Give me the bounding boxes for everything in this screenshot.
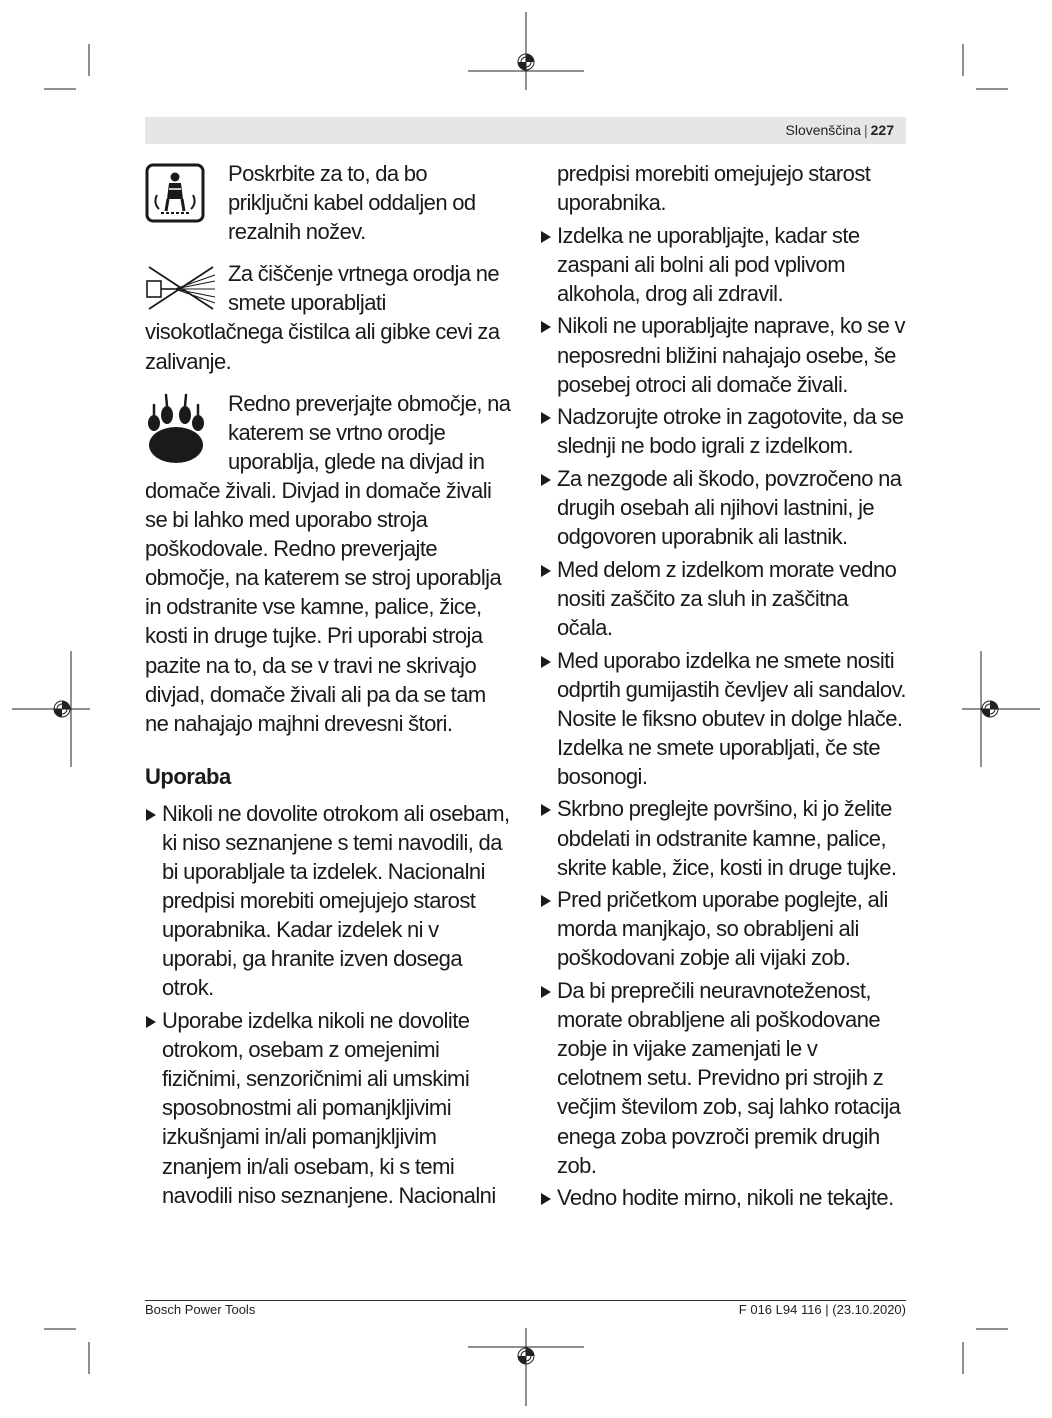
list-item-text: Da bi preprečili neuravnoteženost, morate obrabljene ali poškodovane zobje in vijake zamenjati le v celotnem setu. Previdno pri strojih z večjim številom zob, saj lahko rotacija enega zoba povzroči premik drugih zob. xyxy=(557,978,901,1178)
bullet-triangle-icon xyxy=(146,809,156,821)
no-pressure-washer-icon xyxy=(145,261,207,311)
list-item xyxy=(540,1183,906,1212)
page-header xyxy=(145,117,906,144)
list-item-text: Nikoli ne dovolite otrokom ali osebam, ki niso seznanjene s temi navodili, da bi uporabljale ta izdelek. Nacionalni predpisi morebiti omejujejo starost uporabnika. Kadar izdelek ni v uporabi, ga hranite izven dosega otrok. xyxy=(162,800,510,1001)
warning-block-washer xyxy=(145,259,511,375)
bullet-triangle-icon xyxy=(541,231,551,243)
bullet-triangle-icon xyxy=(541,986,551,998)
list-item xyxy=(540,555,906,642)
continuation-text: predpisi morebiti omejujejo starost uporabnika. xyxy=(557,161,871,216)
list-item-text: Vedno hodite mirno, nikoli ne tekajte. xyxy=(557,1185,894,1211)
list-item xyxy=(540,402,906,460)
footer-divider xyxy=(145,1300,906,1301)
warning-block-cable xyxy=(145,159,511,246)
bullet-triangle-icon xyxy=(541,804,551,816)
list-item-text: Uporabe izdelka nikoli ne dovolite otrokom, osebam z omejenimi fizičnimi, senzoričnimi ali umskimi sposobnostmi ali pomanjkljivimi izkušnjami in/ali pomanjkljivim znanjem in/ali osebam, ki s temi navodili niso seznanjene. Nacionalni xyxy=(162,1008,496,1208)
bullet-triangle-icon xyxy=(541,656,551,668)
header-text xyxy=(786,122,895,139)
list-item-text: Skrbno preglejte površino, ki jo želite obdelati in odstranite kamne, palice, skrite kable, žice, kosti in druge tujke. xyxy=(557,796,897,880)
list-item-text: Med delom z izdelkom morate vedno nositi zaščito za sluh in zaščitna očala. xyxy=(557,556,897,640)
list-item xyxy=(540,885,906,972)
list-item-text: Med uporabo izdelka ne smete nositi odprtih gumijastih čevljev ali sandalov. Nosite le fiksno obutev in dolge hlače. Izdelka ne smete uporabljati, če ste bosonogi. xyxy=(557,647,906,789)
bullet-triangle-icon xyxy=(146,1016,156,1028)
list-item-text: Nadzorujte otroke in zagotovite, da se slednji ne bodo igrali z izdelkom. xyxy=(557,404,904,459)
list-item xyxy=(145,799,511,1003)
cable-away-from-blades-icon xyxy=(145,161,207,223)
list-item xyxy=(145,1006,511,1210)
header-separator: | xyxy=(864,122,868,138)
bullet-triangle-icon xyxy=(541,565,551,577)
list-item xyxy=(540,976,906,1180)
footer-publisher: Bosch Power Tools xyxy=(145,1302,256,1317)
warning-text-cable: Poskrbite za to, da bo priključni kabel oddaljen od rezalnih nožev. xyxy=(228,161,476,245)
warning-text-washer-continued: visokotlačnega čistilca ali gibke cevi za zalivanje. xyxy=(145,319,500,374)
bullet-triangle-icon xyxy=(541,412,551,424)
list-item xyxy=(540,464,906,551)
warning-text-washer-inline: Za čiščenje vrtnega orodja ne smete uporabljati xyxy=(228,261,500,316)
right-column xyxy=(540,159,906,1216)
warning-text-animals-continued: domače živali. Divjad in domače živali se bi lahko med uporabo stroja poškodovale. Redno preverjajte območje, na katerem se stroj uporablja in odstranite vse kamne, palice, žice, kosti in druge tujke. Pri uporabi stroja pazite na to, da se v travi ne skrivajo divjad, domače živali ali pa da se tam ne nahajajo majhni drevesni štori. xyxy=(145,477,502,736)
left-column xyxy=(145,159,511,1213)
bullet-triangle-icon xyxy=(541,1193,551,1205)
section-title-uporaba: Uporaba xyxy=(145,763,231,789)
list-item xyxy=(540,221,906,308)
animal-paw-icon xyxy=(145,393,207,455)
warning-text-animals-inline: Redno preverjajte območje, na katerem se vrtno orodje uporablja, glede na divjad in xyxy=(228,390,511,474)
list-item xyxy=(540,646,906,791)
list-item xyxy=(540,794,906,881)
bullet-triangle-icon xyxy=(541,474,551,486)
list-item-text: Pred pričetkom uporabe poglejte, ali morda manjkajo, so obrabljeni ali poškodovani zobje ali vijaki zob. xyxy=(557,887,888,971)
list-item-text: Nikoli ne uporabljajte naprave, ko se v neposredni bližini nahajajo osebe, še posebej otroci ali domače živali. xyxy=(557,313,905,397)
list-item xyxy=(540,311,906,398)
warning-block-animals xyxy=(145,389,511,738)
left-bullet-list xyxy=(145,799,511,1210)
right-bullet-list xyxy=(540,221,906,1213)
header-language: Slovenščina xyxy=(785,122,861,138)
page-number: 227 xyxy=(870,122,894,138)
footer-doc-code: F 016 L94 116 | (23.10.2020) xyxy=(738,1302,906,1317)
bullet-triangle-icon xyxy=(541,321,551,333)
list-item-text: Za nezgode ali škodo, povzročeno na drugih osebah ali njihovi lastnini, je odgovoren uporabnik ali lastnik. xyxy=(557,465,902,550)
bullet-triangle-icon xyxy=(541,895,551,907)
list-item-text: Izdelka ne uporabljajte, kadar ste zaspani ali bolni ali pod vplivom alkohola, drog ali zdravil. xyxy=(557,222,860,306)
